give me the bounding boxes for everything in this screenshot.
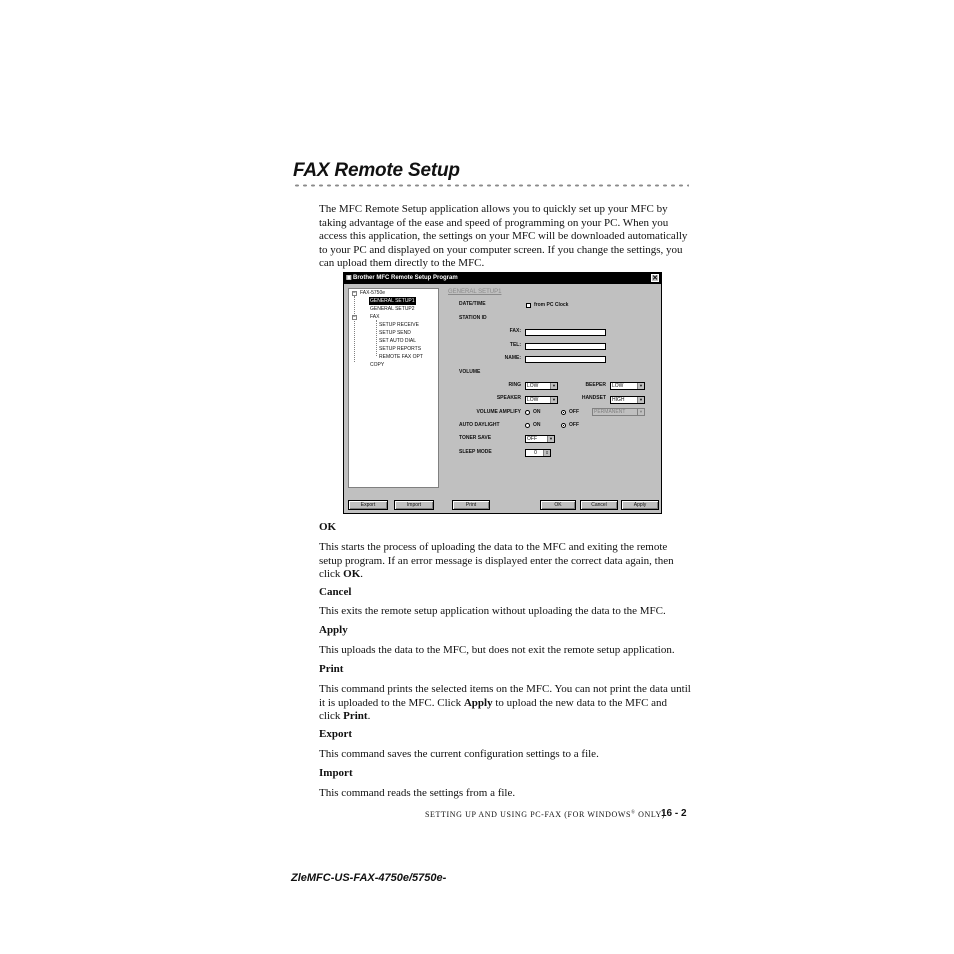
dialog-title: Brother MFC Remote Setup Program <box>353 275 458 281</box>
auto-daylight-off-radio[interactable] <box>561 423 566 428</box>
speaker-label: SPEAKER <box>496 395 521 401</box>
print-text-end: . <box>367 710 371 723</box>
spinner-arrows-icon: ⇕ <box>543 450 550 456</box>
ok-text-end: . <box>360 568 364 581</box>
tel-label: TEL: <box>509 342 521 348</box>
apply-button[interactable]: Apply <box>621 500 659 510</box>
print-bold-text: Print <box>343 710 368 723</box>
tree-item-copy[interactable]: COPY <box>370 362 385 368</box>
remote-setup-dialog <box>343 272 662 514</box>
running-footer <box>425 810 665 819</box>
ok-description <box>319 541 691 582</box>
cancel-description: This exits the remote setup application without uploading the data to the MFC. <box>319 605 666 617</box>
dropdown-arrow-icon: ▼ <box>637 397 644 403</box>
print-description <box>319 683 691 724</box>
dropdown-arrow-icon: ▼ <box>547 436 554 442</box>
speaker-select[interactable] <box>525 396 558 404</box>
handset-value: HIGH <box>612 397 625 403</box>
dropdown-arrow-icon: ▼ <box>637 383 644 389</box>
auto-daylight-on-label: ON <box>533 422 541 428</box>
ok-heading: OK <box>319 521 337 533</box>
page-number: 16 - 2 <box>661 808 687 819</box>
tree-item-general-setup2[interactable]: GENERAL SETUP2 <box>370 306 415 312</box>
volume-amplify-off-label: OFF <box>569 409 579 415</box>
volume-amplify-off-radio[interactable] <box>561 410 566 415</box>
toner-save-select[interactable] <box>525 435 555 443</box>
volume-label: VOLUME <box>459 369 481 375</box>
date-time-label: DATE/TIME <box>459 301 486 307</box>
import-button[interactable]: Import <box>394 500 434 510</box>
toner-save-value: OFF <box>527 436 537 442</box>
import-heading: Import <box>319 767 353 779</box>
permanent-value: PERMANENT <box>594 409 626 415</box>
import-description: This command reads the settings from a file. <box>319 787 516 799</box>
beeper-value: LOW <box>612 383 624 389</box>
ok-button[interactable]: OK <box>540 500 576 510</box>
tree-item-setup-reports[interactable]: SETUP REPORTS <box>379 346 422 352</box>
collapse-icon[interactable]: − <box>353 314 356 320</box>
ring-value: LOW <box>527 383 539 389</box>
export-description: This command saves the current configuration settings to a file. <box>319 748 599 760</box>
dropdown-arrow-icon: ▼ <box>550 397 557 403</box>
speaker-value: LOW <box>527 397 539 403</box>
print-button[interactable]: Print <box>452 500 490 510</box>
auto-daylight-on-radio[interactable] <box>525 423 530 428</box>
close-icon[interactable]: ✕ <box>652 275 658 282</box>
tree-item-fax[interactable]: FAX <box>370 314 380 320</box>
beeper-select[interactable] <box>610 382 645 390</box>
collapse-icon[interactable]: − <box>353 290 356 296</box>
page-title: FAX Remote Setup <box>293 160 460 181</box>
ring-select[interactable] <box>525 382 558 390</box>
tree-item-setup-receive[interactable]: SETUP RECEIVE <box>379 322 419 328</box>
settings-tree <box>348 288 439 488</box>
heading-dotted-rule <box>293 183 689 188</box>
apply-description: This uploads the data to the MFC, but does not exit the remote setup application. <box>319 644 675 656</box>
apply-heading: Apply <box>319 624 348 636</box>
auto-daylight-off-label: OFF <box>569 422 579 428</box>
tree-connector <box>376 320 377 356</box>
footer-text-end: ONLY) <box>635 810 666 819</box>
sleep-mode-label: SLEEP MODE <box>459 449 492 455</box>
print-text: This command prints the selected items on the MFC. You can not print the data until it is uploaded to the MFC. Click <box>319 683 691 709</box>
volume-amplify-on-label: ON <box>533 409 541 415</box>
intro-paragraph: The MFC Remote Setup application allows you to quickly set up your MFC by taking advantage of the ease and speed of programming on your PC. When you access this application, the settings on your MFC will be downloaded automatically to your PC and displayed on your computer screen. If you change the settings, you can upload them directly to the MFC. <box>319 203 688 270</box>
volume-amplify-on-radio[interactable] <box>525 410 530 415</box>
ok-bold-text: OK <box>343 568 361 581</box>
print-heading: Print <box>319 663 344 675</box>
tree-item-general-setup1[interactable]: GENERAL SETUP1 <box>370 298 415 304</box>
tree-item-set-auto-dial[interactable]: SET AUTO DIAL <box>379 338 417 344</box>
print-text-mid: to upload the new data to the MFC and click <box>319 696 668 723</box>
section-title: GENERAL SETUP1 <box>448 289 502 295</box>
ok-text: This starts the process of uploading the data to the MFC and exiting the remote setup program. If an error message is displayed enter the correct data again, then click <box>319 541 674 581</box>
toner-save-label: TONER SAVE <box>459 435 492 441</box>
dropdown-arrow-icon: ▼ <box>550 383 557 389</box>
apply-bold-text: Apply <box>463 696 493 709</box>
export-button[interactable]: Export <box>348 500 388 510</box>
cancel-heading: Cancel <box>319 586 352 598</box>
cancel-button[interactable]: Cancel <box>580 500 618 510</box>
auto-daylight-label: AUTO DAYLIGHT <box>459 422 500 428</box>
footer-text: SETTING UP AND USING PC-FAX (FOR WINDOWS <box>425 810 632 819</box>
model-identifier: ZleMFC-US-FAX-4750e/5750e- <box>291 872 447 884</box>
dropdown-arrow-icon: ▼ <box>637 409 644 415</box>
registered-mark: ® <box>631 810 636 816</box>
handset-label: HANDSET <box>581 395 606 401</box>
from-pc-clock-checkbox[interactable] <box>526 303 531 308</box>
from-pc-clock-label: from PC Clock <box>534 302 569 308</box>
fax-label: FAX: <box>509 328 521 334</box>
tree-connector <box>354 296 355 362</box>
volume-amplify-label: VOLUME AMPLIFY <box>476 409 521 415</box>
permanent-select <box>592 408 645 416</box>
name-label: NAME: <box>504 355 521 361</box>
tel-number-input[interactable] <box>525 343 606 350</box>
sleep-mode-value: 0 <box>534 450 537 456</box>
tree-root[interactable]: FAX-5750e <box>360 290 386 296</box>
dialog-titlebar <box>344 273 661 284</box>
app-icon: ▣ <box>346 275 352 281</box>
fax-number-input[interactable] <box>525 329 606 336</box>
name-input[interactable] <box>525 356 606 363</box>
tree-item-setup-send[interactable]: SETUP SEND <box>379 330 411 336</box>
station-id-label: STATION ID <box>459 315 487 321</box>
beeper-label: BEEPER <box>585 382 606 388</box>
tree-item-remote-fax-opt[interactable]: REMOTE FAX OPT <box>379 354 423 360</box>
handset-select[interactable] <box>610 396 645 404</box>
sleep-mode-stepper[interactable] <box>525 449 551 457</box>
ring-label: RING <box>508 382 521 388</box>
export-heading: Export <box>319 728 352 740</box>
